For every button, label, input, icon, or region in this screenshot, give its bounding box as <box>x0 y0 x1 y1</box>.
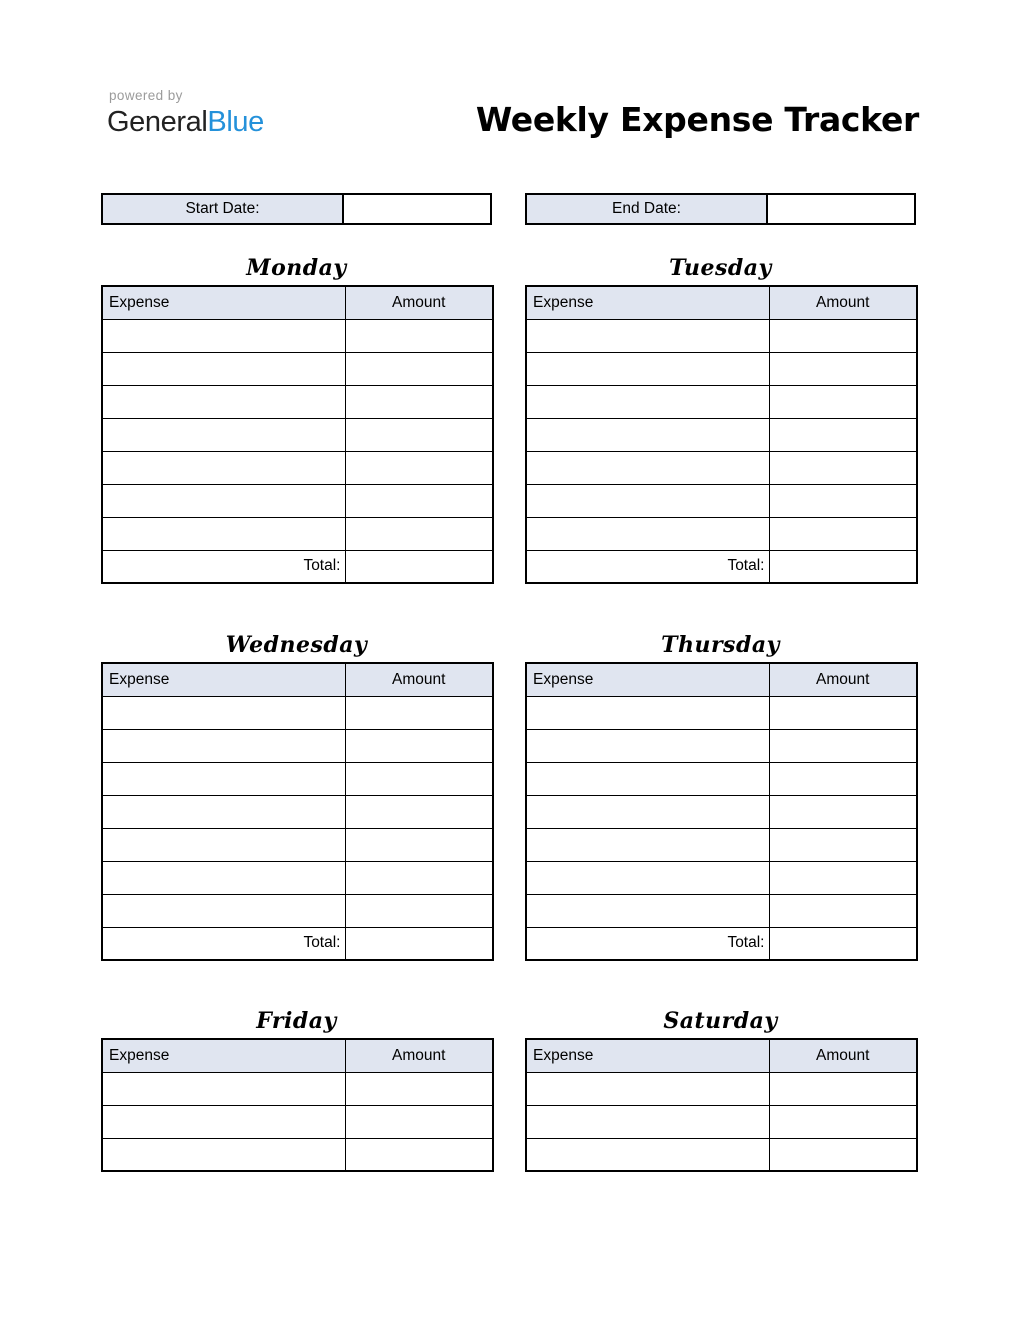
expense-input[interactable] <box>102 1138 345 1171</box>
amount-input[interactable] <box>345 418 493 451</box>
amount-input[interactable] <box>345 729 493 762</box>
table-row <box>526 894 917 927</box>
table-row <box>102 451 493 484</box>
total-label: Total: <box>102 550 345 583</box>
table-row <box>526 1072 917 1105</box>
amount-input[interactable] <box>769 696 917 729</box>
page-title: Weekly Expense Tracker <box>475 100 919 139</box>
day-row <box>101 255 919 586</box>
table-header-row <box>526 1039 917 1072</box>
row-spacer <box>101 586 919 632</box>
table-header-row <box>102 286 493 319</box>
table-row <box>102 795 493 828</box>
amount-input[interactable] <box>769 319 917 352</box>
table-row <box>526 451 917 484</box>
expense-input[interactable] <box>102 828 345 861</box>
expense-input[interactable] <box>102 517 345 550</box>
expense-input[interactable] <box>526 795 769 828</box>
expense-input[interactable] <box>526 352 769 385</box>
expense-input[interactable] <box>526 484 769 517</box>
day-block-tuesday <box>525 255 916 584</box>
day-tables-grid <box>101 255 919 1174</box>
brand-wordmark-general: General <box>107 106 208 138</box>
column-header-expense: Expense <box>102 286 345 319</box>
end-date-input[interactable] <box>768 195 914 223</box>
day-heading-wednesday: Wednesday <box>225 632 368 658</box>
amount-input[interactable] <box>345 861 493 894</box>
day-block-friday <box>101 1008 492 1172</box>
column-header-expense: Expense <box>526 663 769 696</box>
amount-input[interactable] <box>345 352 493 385</box>
total-row <box>526 927 917 960</box>
amount-input[interactable] <box>769 451 917 484</box>
amount-input[interactable] <box>769 729 917 762</box>
start-date-input[interactable] <box>344 195 490 223</box>
date-range-row <box>101 193 919 225</box>
table-row <box>102 319 493 352</box>
column-header-amount: Amount <box>345 663 493 696</box>
start-date-field-group <box>101 193 492 225</box>
table-row <box>526 319 917 352</box>
column-header-amount: Amount <box>345 286 493 319</box>
day-block-monday <box>101 255 492 584</box>
expense-table-thursday <box>525 662 918 961</box>
total-label: Total: <box>526 927 769 960</box>
expense-table-tuesday <box>525 285 918 584</box>
table-row <box>526 1138 917 1171</box>
table-row <box>526 418 917 451</box>
day-heading-thursday: Thursday <box>661 632 780 658</box>
table-row <box>526 1105 917 1138</box>
amount-input[interactable] <box>345 517 493 550</box>
total-amount-input[interactable] <box>769 550 917 583</box>
amount-input[interactable] <box>345 894 493 927</box>
total-row <box>102 927 493 960</box>
table-row <box>102 762 493 795</box>
expense-input[interactable] <box>526 894 769 927</box>
table-row <box>526 484 917 517</box>
expense-input[interactable] <box>526 385 769 418</box>
expense-input[interactable] <box>102 418 345 451</box>
table-row <box>102 517 493 550</box>
expense-input[interactable] <box>526 451 769 484</box>
total-label: Total: <box>102 927 345 960</box>
amount-input[interactable] <box>345 696 493 729</box>
table-row <box>102 385 493 418</box>
table-row <box>526 385 917 418</box>
table-row <box>526 517 917 550</box>
day-heading-tuesday: Tuesday <box>669 255 772 281</box>
expense-input[interactable] <box>102 729 345 762</box>
table-row <box>102 729 493 762</box>
total-amount-input[interactable] <box>345 927 493 960</box>
amount-input[interactable] <box>769 385 917 418</box>
amount-input[interactable] <box>769 795 917 828</box>
table-row <box>102 696 493 729</box>
start-date-label: Start Date: <box>103 195 344 223</box>
generalblue-logo <box>107 88 407 139</box>
expense-input[interactable] <box>102 319 345 352</box>
amount-input[interactable] <box>345 1105 493 1138</box>
expense-input[interactable] <box>526 517 769 550</box>
expense-input[interactable] <box>526 861 769 894</box>
total-amount-input[interactable] <box>345 550 493 583</box>
table-row <box>102 1105 493 1138</box>
expense-input[interactable] <box>102 1072 345 1105</box>
amount-input[interactable] <box>769 1105 917 1138</box>
expense-input[interactable] <box>102 894 345 927</box>
amount-input[interactable] <box>769 894 917 927</box>
expense-input[interactable] <box>102 1105 345 1138</box>
expense-input[interactable] <box>102 696 345 729</box>
table-row <box>102 1138 493 1171</box>
table-row <box>102 894 493 927</box>
total-label: Total: <box>526 550 769 583</box>
powered-by-label: powered by <box>109 88 183 103</box>
amount-input[interactable] <box>769 484 917 517</box>
amount-input[interactable] <box>769 1072 917 1105</box>
total-row <box>526 550 917 583</box>
total-amount-input[interactable] <box>769 927 917 960</box>
amount-input[interactable] <box>769 1138 917 1171</box>
expense-input[interactable] <box>526 319 769 352</box>
brand-wordmark-blue: Blue <box>207 106 264 138</box>
amount-input[interactable] <box>345 828 493 861</box>
expense-input[interactable] <box>526 828 769 861</box>
expense-input[interactable] <box>102 451 345 484</box>
expense-input[interactable] <box>102 762 345 795</box>
day-heading-monday: Monday <box>246 255 347 281</box>
table-row <box>526 352 917 385</box>
amount-input[interactable] <box>345 762 493 795</box>
expense-input[interactable] <box>102 484 345 517</box>
amount-input[interactable] <box>769 828 917 861</box>
table-header-row <box>102 1039 493 1072</box>
amount-input[interactable] <box>769 861 917 894</box>
table-row <box>526 729 917 762</box>
expense-input[interactable] <box>526 762 769 795</box>
expense-input[interactable] <box>526 1072 769 1105</box>
column-header-amount: Amount <box>769 663 917 696</box>
table-header-row <box>526 286 917 319</box>
table-header-row <box>526 663 917 696</box>
expense-input[interactable] <box>526 696 769 729</box>
table-row <box>102 352 493 385</box>
page-header <box>101 88 919 150</box>
table-row <box>526 861 917 894</box>
table-row <box>102 1072 493 1105</box>
table-row <box>102 484 493 517</box>
expense-table-monday <box>101 285 494 584</box>
end-date-field-group <box>525 193 916 225</box>
day-row <box>101 1008 919 1174</box>
amount-input[interactable] <box>345 1138 493 1171</box>
day-heading-saturday: Saturday <box>663 1008 778 1034</box>
expense-table-saturday <box>525 1038 918 1172</box>
expense-table-wednesday <box>101 662 494 961</box>
expense-input[interactable] <box>526 1138 769 1171</box>
day-block-thursday <box>525 632 916 961</box>
day-block-wednesday <box>101 632 492 961</box>
expense-input[interactable] <box>102 352 345 385</box>
total-row <box>102 550 493 583</box>
table-header-row <box>102 663 493 696</box>
table-row <box>102 861 493 894</box>
amount-input[interactable] <box>345 319 493 352</box>
amount-input[interactable] <box>769 517 917 550</box>
amount-input[interactable] <box>769 352 917 385</box>
table-row <box>526 828 917 861</box>
table-row <box>526 795 917 828</box>
expense-input[interactable] <box>526 729 769 762</box>
expense-input[interactable] <box>526 418 769 451</box>
column-header-amount: Amount <box>769 286 917 319</box>
table-row <box>102 828 493 861</box>
table-row <box>526 762 917 795</box>
column-header-expense: Expense <box>102 1039 345 1072</box>
expense-input[interactable] <box>102 385 345 418</box>
table-row <box>526 696 917 729</box>
expense-input[interactable] <box>526 1105 769 1138</box>
amount-input[interactable] <box>769 762 917 795</box>
amount-input[interactable] <box>345 795 493 828</box>
expense-input[interactable] <box>102 795 345 828</box>
day-block-saturday <box>525 1008 916 1172</box>
end-date-label: End Date: <box>527 195 768 223</box>
amount-input[interactable] <box>345 385 493 418</box>
amount-input[interactable] <box>345 451 493 484</box>
row-spacer <box>101 963 919 1008</box>
amount-input[interactable] <box>345 484 493 517</box>
day-heading-friday: Friday <box>256 1008 337 1034</box>
amount-input[interactable] <box>345 1072 493 1105</box>
column-header-amount: Amount <box>345 1039 493 1072</box>
table-row <box>102 418 493 451</box>
day-row <box>101 632 919 963</box>
column-header-amount: Amount <box>769 1039 917 1072</box>
column-header-expense: Expense <box>102 663 345 696</box>
brand-wordmark <box>107 105 407 139</box>
amount-input[interactable] <box>769 418 917 451</box>
expense-table-friday <box>101 1038 494 1172</box>
expense-input[interactable] <box>102 861 345 894</box>
column-header-expense: Expense <box>526 1039 769 1072</box>
column-header-expense: Expense <box>526 286 769 319</box>
